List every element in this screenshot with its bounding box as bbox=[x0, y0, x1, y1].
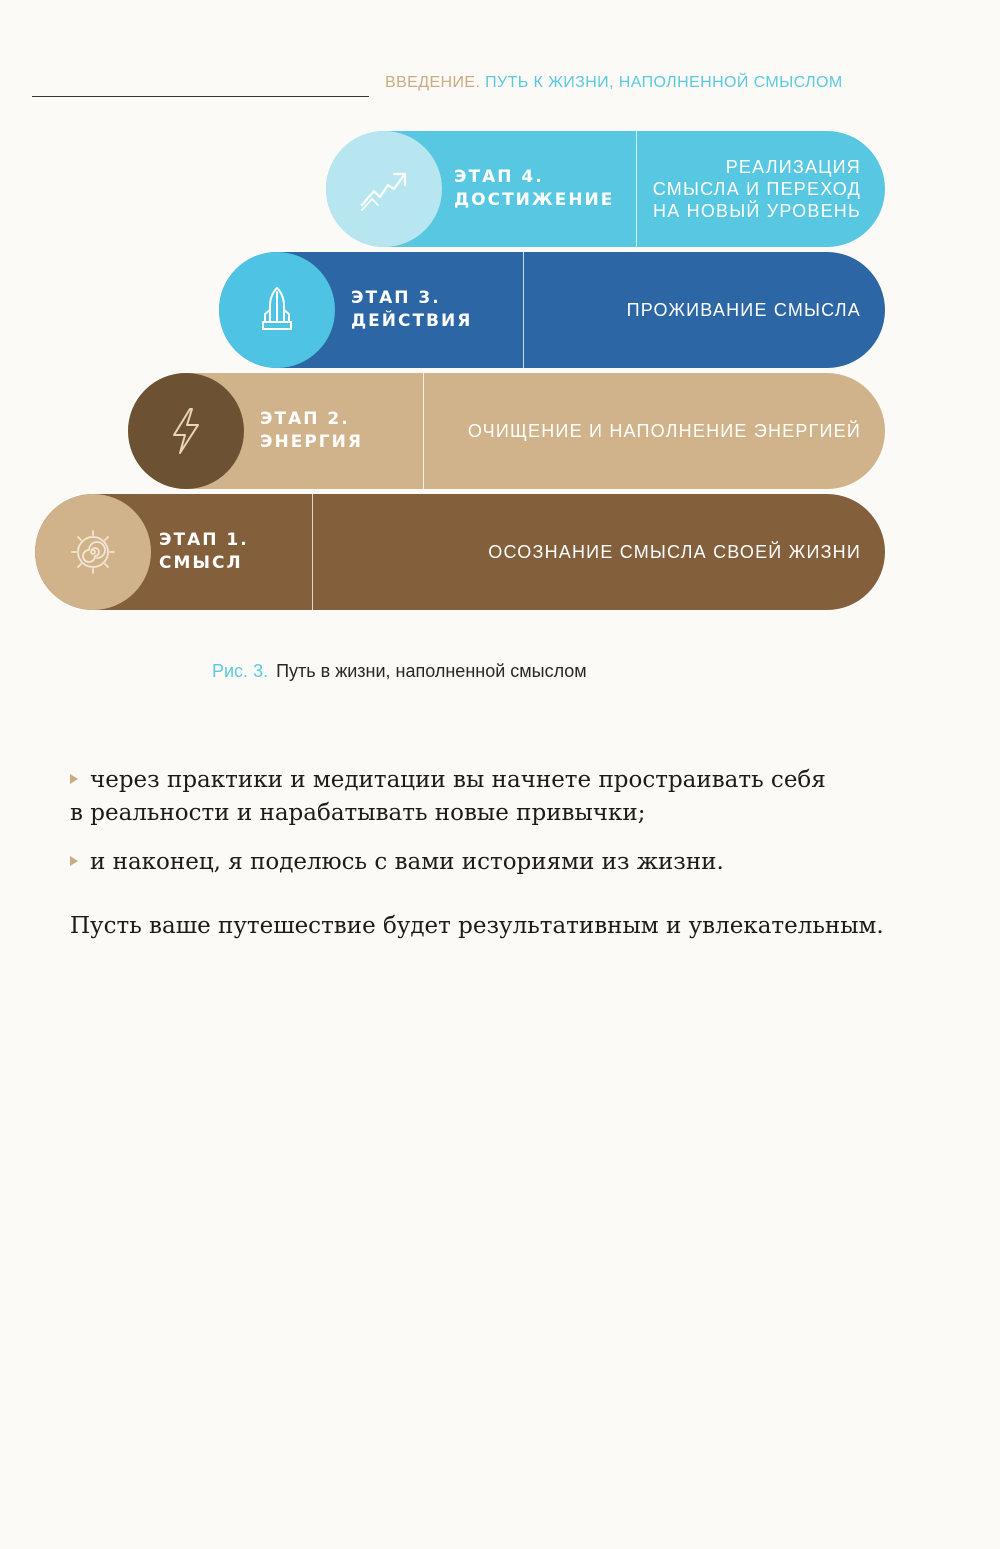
stage-1-bar bbox=[35, 494, 885, 610]
stage-2-title: ЭТАП 2. ЭНЕРГИЯ bbox=[260, 409, 363, 452]
figure-label: Рис. 3. bbox=[212, 661, 269, 681]
stage-1-description: ОСОЗНАНИЕ СМЫСЛА СВОЕЙ ЖИЗНИ bbox=[488, 542, 861, 562]
stage-3-bar bbox=[219, 252, 885, 368]
stage-4-circle bbox=[326, 131, 442, 247]
list-item: и наконец, я поделюсь с вами историями из жизни. bbox=[70, 846, 900, 879]
lightning-icon bbox=[160, 405, 212, 457]
closing-paragraph: Пусть ваше путешествие будет результативным и увлекательным. bbox=[70, 913, 884, 939]
running-head-section: ВВЕДЕНИЕ. bbox=[385, 74, 486, 91]
bullet-marker-icon bbox=[70, 856, 78, 866]
figure-caption-text: Путь в жизни, наполненной смыслом bbox=[276, 661, 587, 681]
stage-4-title: ЭТАП 4. ДОСТИЖЕНИЕ bbox=[454, 167, 615, 210]
header-rule bbox=[32, 96, 369, 97]
spiral-gear-icon bbox=[67, 526, 119, 578]
stage-2-circle bbox=[128, 373, 244, 489]
stage-4-divider bbox=[636, 131, 637, 247]
stage-1-title: ЭТАП 1. СМЫСЛ bbox=[159, 530, 249, 573]
stage-3-title: ЭТАП 3. ДЕЙСТВИЯ bbox=[351, 288, 473, 331]
stage-2-divider bbox=[423, 373, 424, 489]
running-head-chapter: ПУТЬ К ЖИЗНИ, НАПОЛНЕННОЙ СМЫСЛОМ bbox=[485, 74, 843, 91]
stage-1-circle bbox=[35, 494, 151, 610]
bullet-marker-icon bbox=[70, 774, 78, 784]
stage-1-divider bbox=[312, 494, 313, 610]
stage-4-bar bbox=[326, 131, 885, 247]
stage-3-description: ПРОЖИВАНИЕ СМЫСЛА bbox=[626, 300, 861, 320]
stage-3-circle bbox=[219, 252, 335, 368]
figure-caption bbox=[212, 661, 587, 682]
stage-4-description: РЕАЛИЗАЦИЯ СМЫСЛА И ПЕРЕХОД НА НОВЫЙ УРОВЕНЬ bbox=[652, 157, 861, 221]
stage-2-bar bbox=[128, 373, 885, 489]
stage-2-description: ОЧИЩЕНИЕ И НАПОЛНЕНИЕ ЭНЕРГИЕЙ bbox=[467, 421, 861, 441]
list-item: через практики и медитации вы начнете простраивать себя в реальности и нарабатывать новые привычки; bbox=[70, 767, 826, 826]
stage-3-divider bbox=[523, 252, 524, 368]
growth-arrow-icon bbox=[358, 163, 410, 215]
running-head bbox=[385, 74, 890, 92]
praying-hands-icon bbox=[251, 284, 303, 336]
